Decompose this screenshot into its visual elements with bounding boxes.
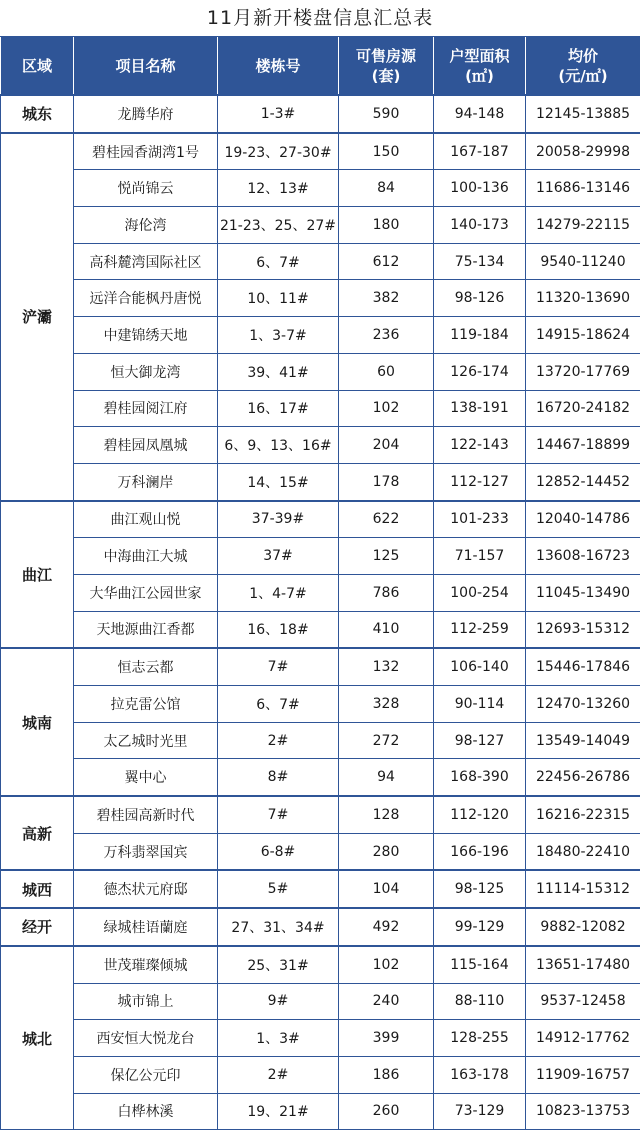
building-number-cell: 6、7# [218, 243, 339, 280]
average-price-cell: 14467-18899 [526, 427, 640, 464]
unit-area-cell: 90-114 [434, 686, 526, 723]
unit-area-cell: 98-126 [434, 280, 526, 317]
building-number-cell: 1、4-7# [218, 574, 339, 611]
table-row [1, 1093, 640, 1130]
region-cell: 城北 [1, 946, 74, 1130]
building-number-cell: 8# [218, 759, 339, 796]
table-row [1, 538, 640, 575]
header-area-label: 户型面积 [434, 46, 525, 66]
header-units-label: 可售房源 [339, 46, 433, 66]
table-row [1, 796, 640, 833]
average-price-cell: 12470-13260 [526, 686, 640, 723]
project-name-cell: 拉克雷公馆 [74, 686, 218, 723]
available-units-cell: 492 [339, 908, 434, 946]
project-name-cell: 德杰状元府邸 [74, 870, 218, 908]
table-row [1, 427, 640, 464]
building-number-cell: 1、3# [218, 1020, 339, 1057]
header-units [339, 37, 434, 95]
building-number-cell: 10、11# [218, 280, 339, 317]
table-row [1, 759, 640, 796]
project-name-cell: 万科翡翠国宾 [74, 833, 218, 870]
average-price-cell: 18480-22410 [526, 833, 640, 870]
unit-area-cell: 112-120 [434, 796, 526, 833]
header-region-label: 区域 [22, 57, 52, 75]
header-area-unit: (㎡) [434, 66, 525, 86]
unit-area-cell: 75-134 [434, 243, 526, 280]
header-price-unit: (元/㎡) [526, 66, 640, 86]
region-cell: 城东 [1, 95, 74, 133]
table-row [1, 686, 640, 723]
project-name-cell: 远洋合能枫丹唐悦 [74, 280, 218, 317]
building-number-cell: 21-23、25、27# [218, 207, 339, 244]
available-units-cell: 786 [339, 574, 434, 611]
region-cell: 曲江 [1, 501, 74, 649]
unit-area-cell: 98-125 [434, 870, 526, 908]
header-row [1, 37, 640, 95]
project-name-cell: 碧桂园香湖湾1号 [74, 133, 218, 170]
available-units-cell: 590 [339, 95, 434, 133]
average-price-cell: 11320-13690 [526, 280, 640, 317]
table-row [1, 833, 640, 870]
available-units-cell: 186 [339, 1056, 434, 1093]
table-row [1, 280, 640, 317]
unit-area-cell: 88-110 [434, 983, 526, 1020]
average-price-cell: 14279-22115 [526, 207, 640, 244]
average-price-cell: 9540-11240 [526, 243, 640, 280]
building-number-cell: 37-39# [218, 501, 339, 538]
table-row [1, 1056, 640, 1093]
project-name-cell: 龙腾华府 [74, 95, 218, 133]
project-name-cell: 高科麓湾国际社区 [74, 243, 218, 280]
building-number-cell: 9# [218, 983, 339, 1020]
average-price-cell: 16720-24182 [526, 390, 640, 427]
unit-area-cell: 128-255 [434, 1020, 526, 1057]
unit-area-cell: 167-187 [434, 133, 526, 170]
available-units-cell: 60 [339, 353, 434, 390]
region-cell: 经开 [1, 908, 74, 946]
building-number-cell: 19-23、27-30# [218, 133, 339, 170]
table-row [1, 722, 640, 759]
available-units-cell: 150 [339, 133, 434, 170]
average-price-cell: 12693-15312 [526, 611, 640, 648]
project-name-cell: 白桦林溪 [74, 1093, 218, 1130]
project-name-cell: 碧桂园凤凰城 [74, 427, 218, 464]
available-units-cell: 204 [339, 427, 434, 464]
building-number-cell: 6-8# [218, 833, 339, 870]
header-building-label: 楼栋号 [255, 57, 300, 75]
project-name-cell: 城市锦上 [74, 983, 218, 1020]
project-name-cell: 保亿公元印 [74, 1056, 218, 1093]
unit-area-cell: 100-254 [434, 574, 526, 611]
project-name-cell: 恒志云都 [74, 648, 218, 685]
available-units-cell: 178 [339, 463, 434, 500]
unit-area-cell: 100-136 [434, 170, 526, 207]
listing-table [0, 37, 640, 1130]
average-price-cell: 12852-14452 [526, 463, 640, 500]
header-building [218, 37, 339, 95]
unit-area-cell: 168-390 [434, 759, 526, 796]
table-row [1, 501, 640, 538]
available-units-cell: 240 [339, 983, 434, 1020]
project-name-cell: 大华曲江公园世家 [74, 574, 218, 611]
building-number-cell: 19、21# [218, 1093, 339, 1130]
table-row [1, 574, 640, 611]
available-units-cell: 94 [339, 759, 434, 796]
project-name-cell: 万科澜岸 [74, 463, 218, 500]
average-price-cell: 14912-17762 [526, 1020, 640, 1057]
building-number-cell: 2# [218, 722, 339, 759]
table-row [1, 133, 640, 170]
average-price-cell: 14915-18624 [526, 317, 640, 354]
table-row [1, 95, 640, 133]
unit-area-cell: 101-233 [434, 501, 526, 538]
building-number-cell: 6、9、13、16# [218, 427, 339, 464]
average-price-cell: 20058-29998 [526, 133, 640, 170]
available-units-cell: 102 [339, 946, 434, 983]
table-row [1, 317, 640, 354]
project-name-cell: 翼中心 [74, 759, 218, 796]
header-price [526, 37, 640, 95]
building-number-cell: 16、17# [218, 390, 339, 427]
table-row [1, 207, 640, 244]
table-header [1, 37, 640, 95]
building-number-cell: 14、15# [218, 463, 339, 500]
unit-area-cell: 166-196 [434, 833, 526, 870]
unit-area-cell: 138-191 [434, 390, 526, 427]
project-name-cell: 悦尚锦云 [74, 170, 218, 207]
building-number-cell: 2# [218, 1056, 339, 1093]
table-row [1, 170, 640, 207]
unit-area-cell: 163-178 [434, 1056, 526, 1093]
available-units-cell: 382 [339, 280, 434, 317]
region-cell: 城南 [1, 648, 74, 796]
available-units-cell: 280 [339, 833, 434, 870]
average-price-cell: 15446-17846 [526, 648, 640, 685]
available-units-cell: 180 [339, 207, 434, 244]
average-price-cell: 9882-12082 [526, 908, 640, 946]
table-body [1, 95, 640, 1130]
available-units-cell: 128 [339, 796, 434, 833]
building-number-cell: 1、3-7# [218, 317, 339, 354]
building-number-cell: 39、41# [218, 353, 339, 390]
region-cell: 浐灞 [1, 133, 74, 501]
project-name-cell: 太乙城时光里 [74, 722, 218, 759]
building-number-cell: 37# [218, 538, 339, 575]
building-number-cell: 12、13# [218, 170, 339, 207]
average-price-cell: 11114-15312 [526, 870, 640, 908]
table-row [1, 648, 640, 685]
table-row [1, 463, 640, 500]
unit-area-cell: 98-127 [434, 722, 526, 759]
building-number-cell: 25、31# [218, 946, 339, 983]
available-units-cell: 132 [339, 648, 434, 685]
table-row [1, 243, 640, 280]
average-price-cell: 13549-14049 [526, 722, 640, 759]
region-cell: 高新 [1, 796, 74, 870]
header-name [74, 37, 218, 95]
header-price-label: 均价 [526, 46, 640, 66]
available-units-cell: 410 [339, 611, 434, 648]
header-units-unit: (套) [339, 66, 433, 86]
average-price-cell: 13651-17480 [526, 946, 640, 983]
average-price-cell: 12040-14786 [526, 501, 640, 538]
unit-area-cell: 126-174 [434, 353, 526, 390]
unit-area-cell: 122-143 [434, 427, 526, 464]
available-units-cell: 622 [339, 501, 434, 538]
table-row [1, 611, 640, 648]
unit-area-cell: 73-129 [434, 1093, 526, 1130]
average-price-cell: 11909-16757 [526, 1056, 640, 1093]
unit-area-cell: 115-164 [434, 946, 526, 983]
unit-area-cell: 112-127 [434, 463, 526, 500]
project-name-cell: 天地源曲江香都 [74, 611, 218, 648]
available-units-cell: 260 [339, 1093, 434, 1130]
building-number-cell: 1-3# [218, 95, 339, 133]
project-name-cell: 曲江观山悦 [74, 501, 218, 538]
average-price-cell: 12145-13885 [526, 95, 640, 133]
header-region [1, 37, 74, 95]
available-units-cell: 236 [339, 317, 434, 354]
unit-area-cell: 106-140 [434, 648, 526, 685]
average-price-cell: 11045-13490 [526, 574, 640, 611]
building-number-cell: 5# [218, 870, 339, 908]
average-price-cell: 10823-13753 [526, 1093, 640, 1130]
unit-area-cell: 140-173 [434, 207, 526, 244]
table-row [1, 1020, 640, 1057]
header-name-label: 项目名称 [115, 57, 175, 75]
table-row [1, 908, 640, 946]
table-title: 11月新开楼盘信息汇总表 [0, 0, 640, 37]
building-number-cell: 7# [218, 796, 339, 833]
table-row [1, 870, 640, 908]
region-cell: 城西 [1, 870, 74, 908]
building-number-cell: 7# [218, 648, 339, 685]
project-name-cell: 绿城桂语蘭庭 [74, 908, 218, 946]
building-number-cell: 27、31、34# [218, 908, 339, 946]
table-row [1, 390, 640, 427]
average-price-cell: 9537-12458 [526, 983, 640, 1020]
building-number-cell: 16、18# [218, 611, 339, 648]
available-units-cell: 272 [339, 722, 434, 759]
available-units-cell: 125 [339, 538, 434, 575]
available-units-cell: 399 [339, 1020, 434, 1057]
available-units-cell: 328 [339, 686, 434, 723]
table-row [1, 946, 640, 983]
project-name-cell: 西安恒大悦龙台 [74, 1020, 218, 1057]
table-row [1, 983, 640, 1020]
average-price-cell: 11686-13146 [526, 170, 640, 207]
available-units-cell: 104 [339, 870, 434, 908]
available-units-cell: 102 [339, 390, 434, 427]
project-name-cell: 恒大御龙湾 [74, 353, 218, 390]
average-price-cell: 16216-22315 [526, 796, 640, 833]
table-row [1, 353, 640, 390]
average-price-cell: 13720-17769 [526, 353, 640, 390]
project-name-cell: 世茂璀璨倾城 [74, 946, 218, 983]
unit-area-cell: 99-129 [434, 908, 526, 946]
unit-area-cell: 71-157 [434, 538, 526, 575]
unit-area-cell: 112-259 [434, 611, 526, 648]
building-number-cell: 6、7# [218, 686, 339, 723]
project-name-cell: 中海曲江大城 [74, 538, 218, 575]
average-price-cell: 22456-26786 [526, 759, 640, 796]
available-units-cell: 612 [339, 243, 434, 280]
project-name-cell: 中建锦绣天地 [74, 317, 218, 354]
project-name-cell: 海伦湾 [74, 207, 218, 244]
unit-area-cell: 94-148 [434, 95, 526, 133]
project-name-cell: 碧桂园阅江府 [74, 390, 218, 427]
available-units-cell: 84 [339, 170, 434, 207]
unit-area-cell: 119-184 [434, 317, 526, 354]
project-name-cell: 碧桂园高新时代 [74, 796, 218, 833]
header-area [434, 37, 526, 95]
average-price-cell: 13608-16723 [526, 538, 640, 575]
